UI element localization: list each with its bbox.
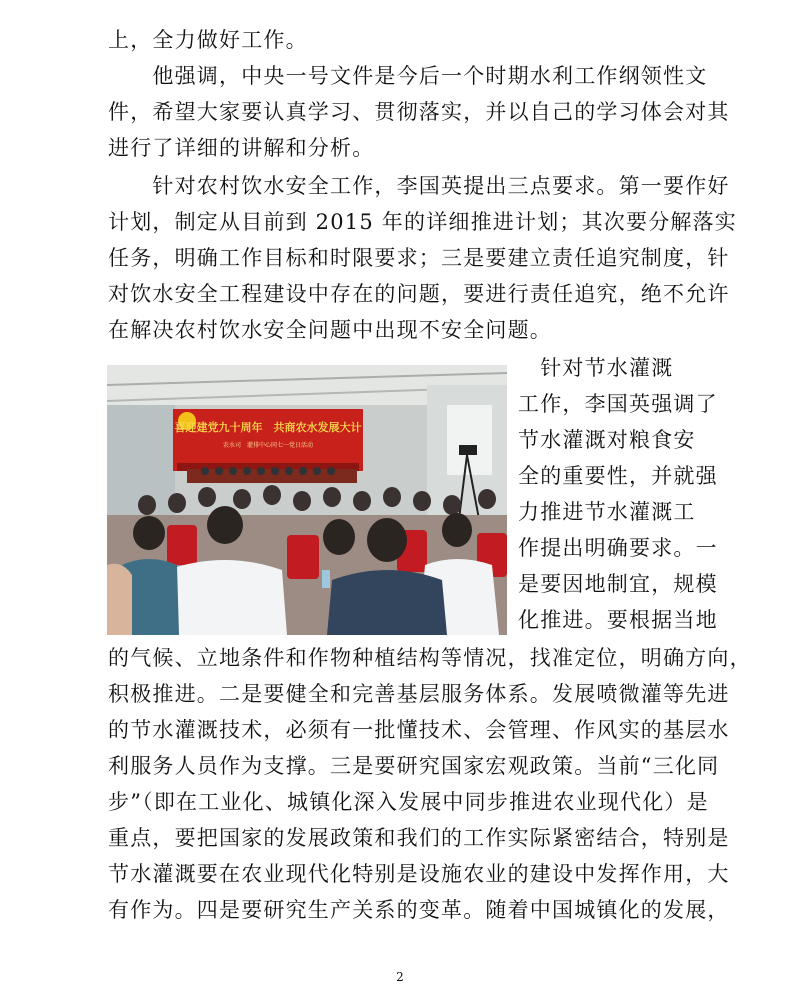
text-line: 进行了详细的讲解和分析。 (108, 136, 375, 160)
text-line: 节水灌溉对粮食安 (518, 428, 696, 452)
text-line: 任务，明确工作目标和时限要求；三是要建立责任追究制度，针 (108, 246, 730, 270)
text-line: 是要因地制宜，规模 (518, 572, 718, 596)
banner-sub-text: 农水司 灌排中心同七一党日活动 (222, 442, 314, 449)
text-line: 计划，制定从目前到 2015 年的详细推进计划；其次要分解落实 (108, 210, 737, 234)
page-number: 2 (396, 970, 404, 984)
text-line: 有作为。四是要研究生产关系的变革。随着中国城镇化的发展， (108, 898, 730, 922)
text-line: 利服务人员作为支撑。三是要研究国家宏观政策。当前“三化同 (108, 754, 720, 778)
text-line: 件，希望大家要认真学习、贯彻落实，并以自己的学习体会对其 (108, 100, 730, 124)
text-line: 步”（即在工业化、城镇化深入发展中同步推进农业现代化）是 (108, 790, 709, 814)
text-line: 的气候、立地条件和作物种植结构等情况，找准定位，明确方向， (108, 646, 752, 670)
text-line: 在解决农村饮水安全问题中出现不安全问题。 (108, 318, 552, 342)
text-line: 积极推进。二是要健全和完善基层服务体系。发展喷微灌等先进 (108, 682, 730, 706)
text-line: 针对农村饮水安全工作，李国英提出三点要求。第一要作好 (108, 174, 730, 198)
text-line: 化推进。要根据当地 (518, 608, 718, 632)
text-line: 针对节水灌溉 (518, 356, 674, 380)
text-line: 力推进节水灌溉工 (518, 500, 696, 524)
text-line: 对饮水安全工程建设中存在的问题，要进行责任追究，绝不允许 (108, 282, 730, 306)
text-line: 的节水灌溉技术，必须有一批懂技术、会管理、作风实的基层水 (108, 718, 730, 742)
text-line: 作提出明确要求。一 (518, 536, 718, 560)
banner-main-text: 喜迎建党九十周年 共商农水发展大计 (174, 421, 362, 434)
text-line: 他强调，中央一号文件是今后一个时期水利工作纲领性文 (108, 64, 708, 88)
text-line: 上，全力做好工作。 (108, 28, 308, 52)
text-line: 工作，李国英强调了 (518, 392, 718, 416)
text-line: 全的重要性，并就强 (518, 464, 718, 488)
text-line: 节水灌溉要在农业现代化特别是设施农业的建设中发挥作用，大 (108, 862, 730, 886)
text-line: 重点，要把国家的发展政策和我们的工作实际紧密结合，特别是 (108, 826, 730, 850)
meeting-photo (107, 365, 507, 635)
